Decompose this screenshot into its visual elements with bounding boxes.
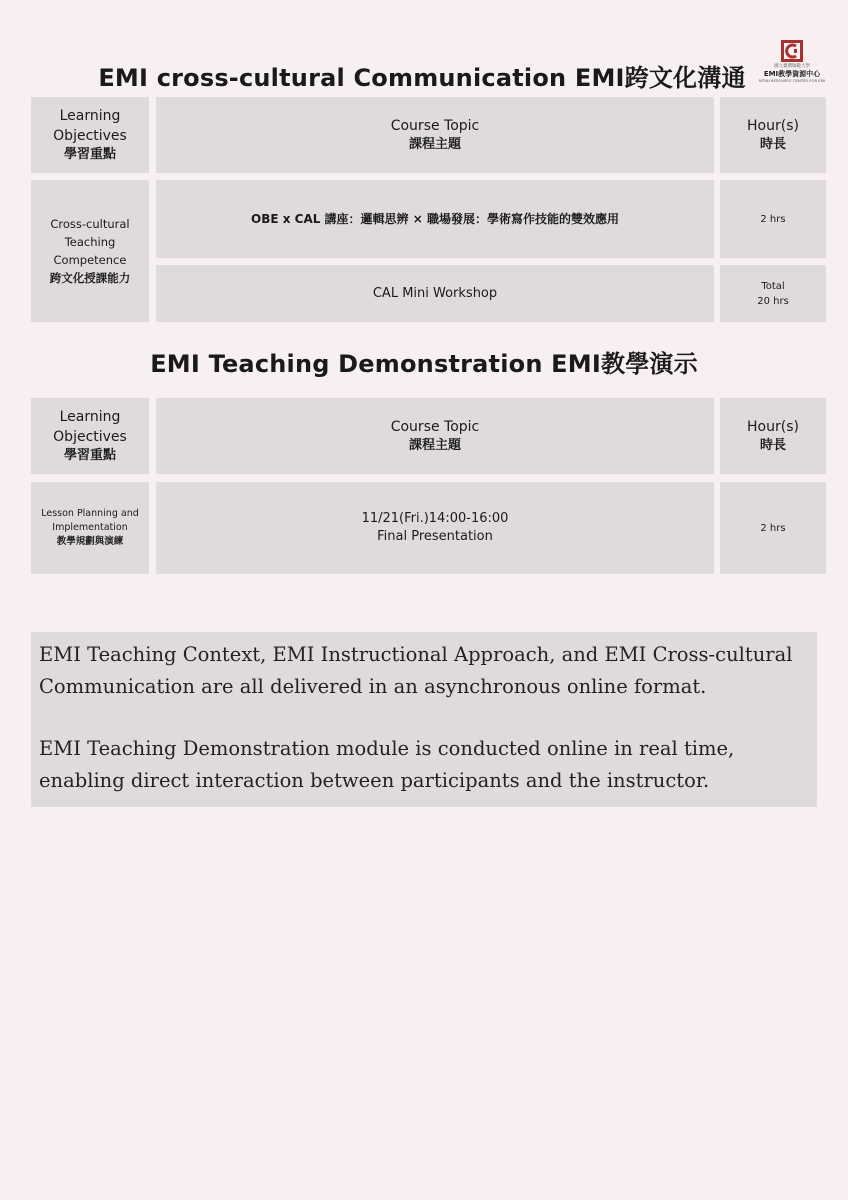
note-line: enabling direct interaction between participants and the instructor. xyxy=(39,769,710,792)
logo-university-name: 國立臺灣師範大學 xyxy=(774,64,810,69)
course-topic: CAL Mini Workshop xyxy=(372,285,498,301)
header-label-zh: 時長 xyxy=(759,137,786,152)
section1-title: EMI cross-cultural Communication EMI跨文化溝通 xyxy=(98,64,746,92)
delivery-format-note xyxy=(31,632,817,807)
section2-header-objectives xyxy=(31,398,149,474)
header-label-zh: 課程主題 xyxy=(408,137,461,152)
objective-text: Lesson Planning and xyxy=(41,508,139,519)
course-hours: Total xyxy=(761,280,785,292)
section2-hours-row xyxy=(720,482,826,574)
header-label: Learning xyxy=(59,409,121,425)
header-label-zh: 時長 xyxy=(759,438,786,453)
header-label: Objectives xyxy=(53,128,127,144)
course-hours: 2 hrs xyxy=(760,213,786,225)
section2-header-topic xyxy=(156,398,714,474)
course-hours: 2 hrs xyxy=(760,522,786,534)
section1-header-objectives xyxy=(31,97,149,173)
course-topic: Final Presentation xyxy=(377,529,493,544)
section1-hours-row-1 xyxy=(720,180,826,258)
header-label-zh: 學習重點 xyxy=(63,147,116,162)
course-topic: OBE x CAL 講座：邏輯思辨 × 職場發展：學術寫作技能的雙效應用 xyxy=(251,212,619,226)
objective-text: Teaching xyxy=(64,235,116,249)
header-label-zh: 課程主題 xyxy=(408,438,461,453)
objective-text: Cross-cultural xyxy=(50,217,130,231)
section1-topic-row-1 xyxy=(156,180,714,258)
section1-hours-row-2 xyxy=(720,265,826,322)
section2-topic-row xyxy=(156,482,714,574)
section2-title: EMI Teaching Demonstration EMI教學演示 xyxy=(150,350,698,378)
section2-header-hours xyxy=(720,398,826,474)
header-label: Course Topic xyxy=(390,118,480,134)
note-paragraph-2 xyxy=(39,733,809,797)
section1-header-hours xyxy=(720,97,826,173)
course-hours-total: 20 hrs xyxy=(757,295,789,307)
note-line: Communication are all delivered in an asynchronous online format. xyxy=(39,675,707,698)
header-label: Hour(s) xyxy=(747,118,799,134)
objective-text: Competence xyxy=(53,253,127,267)
logo-center-name: EMI教學資源中心 xyxy=(763,70,821,78)
objective-text: Implementation xyxy=(52,522,128,533)
header-label: Course Topic xyxy=(390,419,480,435)
note-line: EMI Teaching Demonstration module is conducted online in real time, xyxy=(39,737,735,760)
section2-objective-cell xyxy=(31,482,149,574)
objective-text-zh: 教學規劃與演練 xyxy=(56,536,124,547)
logo-center-english: NTNU RESOURCE CENTER FOR EMI xyxy=(758,78,826,83)
objective-text-zh: 跨文化授課能力 xyxy=(49,271,131,285)
section1-objective-cell xyxy=(31,180,149,322)
header-label: Learning xyxy=(59,108,121,124)
section1-header-topic xyxy=(156,97,714,173)
header-label: Objectives xyxy=(53,429,127,445)
note-paragraph-1 xyxy=(39,639,809,703)
section1-topic-row-2 xyxy=(156,265,714,322)
header-label: Hour(s) xyxy=(747,419,799,435)
header-label-zh: 學習重點 xyxy=(63,448,116,463)
note-line: EMI Teaching Context, EMI Instructional Approach, and EMI Cross-cultural xyxy=(39,643,793,666)
session-datetime: 11/21(Fri.)14:00-16:00 xyxy=(361,511,509,526)
